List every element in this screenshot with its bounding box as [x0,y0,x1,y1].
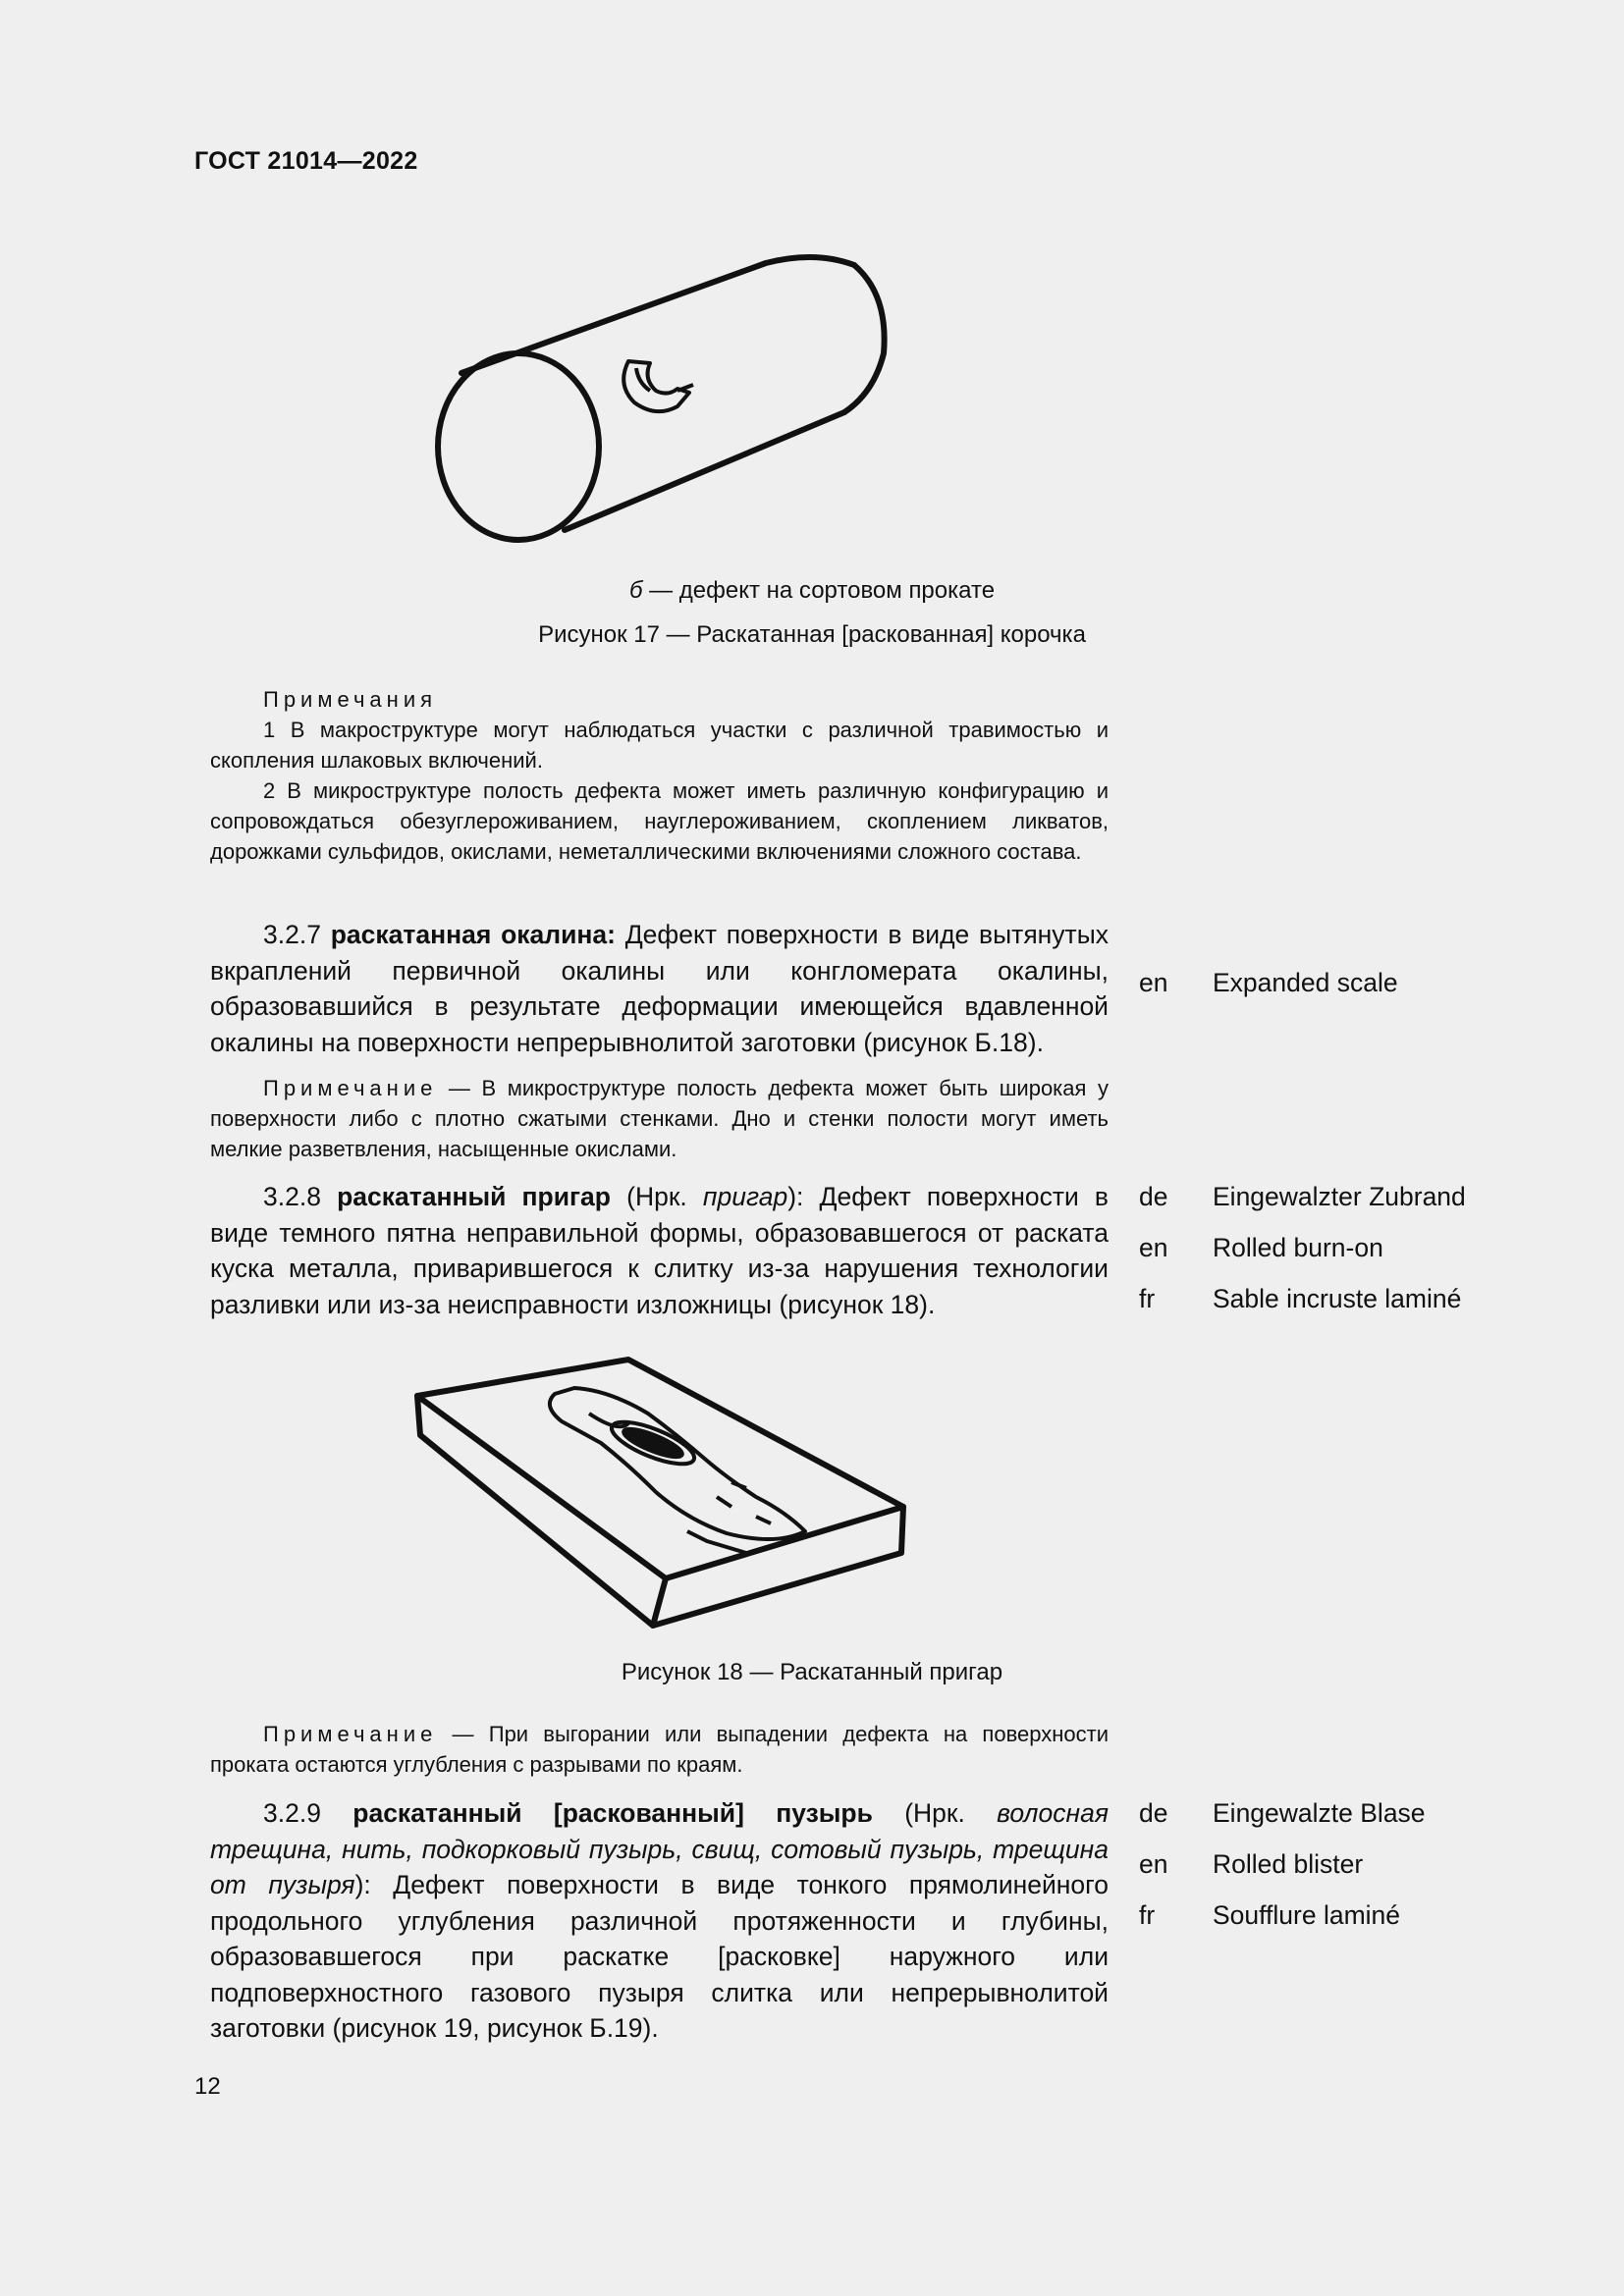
cylinder-bottom-edge [565,412,844,530]
term-number: 3.2.9 [263,1798,321,1828]
lang-code: fr [1139,1284,1156,1313]
page-number: 12 [194,2073,221,2100]
cylinder-end-face [438,353,599,540]
npk-suffix: ): [787,1182,804,1211]
lang-code: en [1139,1849,1168,1879]
lang-term: Sable incruste laminé [1213,1284,1462,1313]
term-3-2-7 [210,917,1109,1060]
term-title: раскатанный [раскованный] пузырь [352,1798,873,1828]
lang-term: Rolled burn-on [1213,1233,1383,1262]
lang-code: de [1139,1798,1168,1828]
term-3-2-8 [210,1179,1109,1322]
subcaption-letter: б [628,577,643,604]
npk-term: волосная трещина, нить, подкорковый пузырь, свищ, сотовый пузырь, трещина от пузыря [210,1798,1109,1899]
lang-code: de [1139,1182,1168,1211]
figure-18-drawing [0,1345,1624,1639]
lang-row-en [1139,1849,1581,1885]
term-number: 3.2.7 [263,920,321,949]
npk-prefix: (Нрк. [872,1798,998,1828]
figure-18-caption: Рисунок 18 — Раскатанный пригар [621,1659,1003,1685]
lang-row-de [1139,1798,1581,1834]
cylinder-body-right [844,265,885,412]
lang-row-en [1139,1233,1581,1268]
figure-17-subcaption [0,577,1624,605]
note-label: Примечание [263,1076,438,1100]
term-definition: Дефект поверхности в виде вытянутых вкраплений первичной окалины или конгломерата окалины, образовавшийся в результате деформации имеющейся вдавленной окалины на поверхности непрерывнолитой заготовки (рисунок Б.18). [210,920,1109,1057]
term-title: раскатанная окалина: [330,920,616,949]
lang-row-fr [1139,1284,1581,1319]
term-3-2-9 [210,1795,1109,2047]
term-3-2-7-languages [1139,968,1532,1007]
term-definition: Дефект поверхности в виде темного пятна неправильной формы, образовавшегося от раската куска металла, приварившегося к слитку из-за нарушения технологии разливки или из-за неисправности изложницы (рисунок 18). [210,1182,1110,1319]
figure-17-drawing [0,236,1624,569]
document-header: ГОСТ 21014—2022 [194,147,418,175]
notes-heading: Примечания [263,687,438,712]
note-label: Примечание [263,1722,438,1746]
lang-row-de [1139,1182,1581,1217]
term-3-2-9-languages [1139,1798,1581,1930]
lang-code: en [1139,1233,1168,1262]
npk-term: пригар [702,1182,788,1211]
note-item-2: 2 В микроструктуре полость дефекта может иметь различную конфигурацию и сопровождаться обезуглероживанием, науглероживанием, скоплением ликватов, дорожками сульфидов, окислами, неметаллическими включениями сложного состава. [210,778,1109,864]
slab-right-face [653,1507,903,1626]
term-3-2-7-note [210,1073,1109,1164]
term-title: раскатанный пригар [337,1182,611,1211]
figure-18-note [210,1719,1109,1780]
lang-term: Eingewalzte Blase [1213,1798,1426,1828]
lang-code: fr [1139,1900,1156,1930]
defect-crust-mark [623,361,693,411]
term-3-2-8-languages [1139,1182,1581,1313]
term-number: 3.2.8 [263,1182,321,1211]
npk-suffix: ): [354,1870,371,1899]
lang-term: Eingewalzter Zubrand [1213,1182,1466,1211]
term-definition: Дефект поверхности в виде тонкого прямолинейного продольного углубления различной протяженности и глубины, образовавшегося при раскатке [расковке] наружного или подповерхностного газового пузыря слитка или непрерывнолитой заготовки (рисунок 19, рисунок Б.19). [210,1870,1109,2043]
notes-block-1 [210,684,1109,867]
burn-on-defect-mark [550,1388,805,1553]
lang-row-fr [1139,1900,1581,1936]
note-item-1: 1 В макроструктуре могут наблюдаться участки с различной травимостью и скопления шлаковых включений. [210,718,1109,773]
subcaption-text: — дефект на сортовом прокате [642,577,996,604]
lang-code: en [1139,968,1168,997]
npk-prefix: (Нрк. [611,1182,703,1211]
note-text: — В микроструктуре полость дефекта может быть широкая у поверхности либо с плотно сжатыми стенками. Дно и стенки полости могут иметь мелкие разветвления, насыщенные окислами. [210,1076,1109,1161]
slab-top-face [417,1360,903,1578]
note-text: — При выгорании или выпадении дефекта на поверхности проката остаются углубления с разрывами по краям. [210,1722,1109,1777]
figure-17-caption: Рисунок 17 — Раскатанная [раскованная] корочка [538,621,1086,648]
lang-term: Rolled blister [1213,1849,1364,1879]
lang-term: Soufflure laminé [1213,1900,1401,1930]
lang-term: Expanded scale [1213,968,1398,997]
